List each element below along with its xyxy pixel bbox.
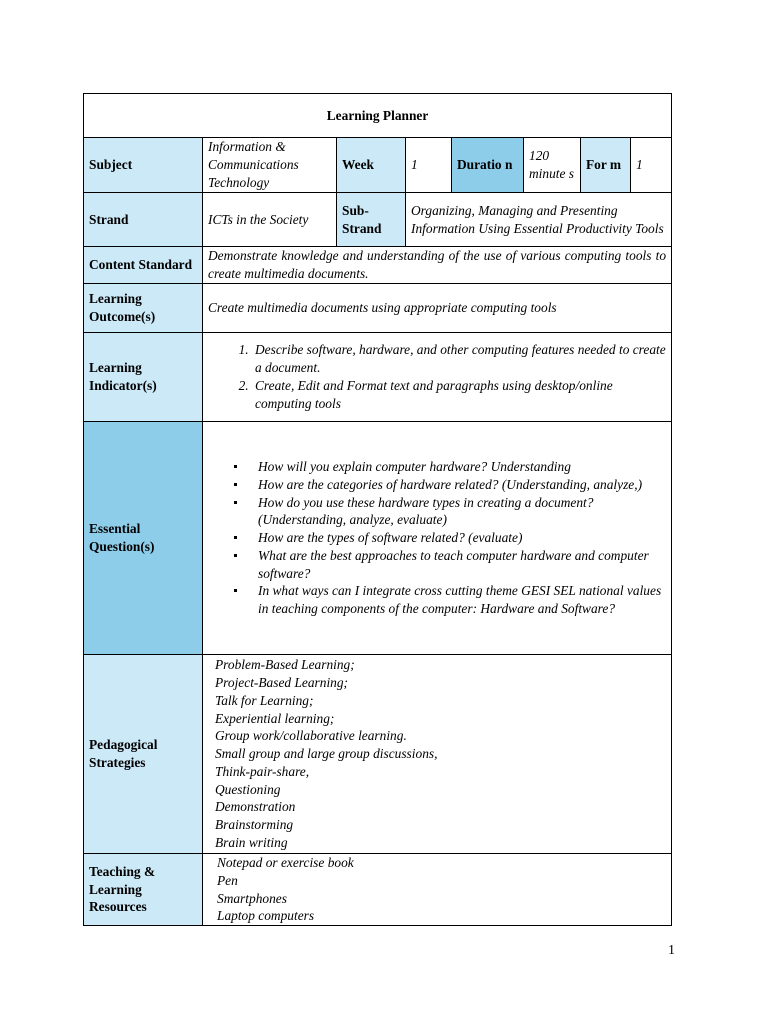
list-item: In what ways can I integrate cross cutting theme GESI SEL national values in teaching components of the computer: Hardware and Software? [252,582,666,618]
strand-row [84,193,672,247]
list-item: Demonstration [215,799,296,815]
strand-label: Strand [84,193,203,247]
duration-value: 120 minute s [524,138,581,193]
subject-label: Subject [84,138,203,193]
list-item: Laptop computers [217,908,315,924]
learning-outcome-value: Create multimedia documents using appropriate computing tools [203,284,672,333]
essential-questions-label: Essential Question(s) [84,422,203,655]
form-label: For m [581,138,631,193]
list-item: Pen [217,872,238,888]
list-item: 1. Describe software, hardware, and other computing features needed to create a document. [252,341,666,377]
list-item: Smartphones [217,890,287,906]
content-standard-value: Demonstrate knowledge and understanding of the use of various computing tools to create multimedia documents. [203,247,672,284]
planner-title: Learning Planner [84,94,672,138]
content-standard-row [84,247,672,284]
learning-indicators-label: Learning Indicator(s) [84,333,203,422]
list-item: Brain writing [215,835,288,851]
list-item: What are the best approaches to teach computer hardware and computer software? [252,547,666,583]
list-item: Brainstorming [215,817,294,833]
form-value: 1 [631,138,672,193]
pedagogical-strategies-row [84,655,672,854]
strand-value: ICTs in the Society [203,193,337,247]
list-item: Talk for Learning; [215,692,314,708]
learning-outcome-row [84,284,672,333]
list-item: Project-Based Learning; [215,674,349,690]
week-value: 1 [406,138,452,193]
list-item: Think-pair-share, [215,763,310,779]
list-item: How do you use these hardware types in creating a document? (Understanding, analyze, evaluate) [252,494,666,530]
title-row [84,94,672,138]
sub-strand-value: Organizing, Managing and Presenting Information Using Essential Productivity Tools [406,193,672,247]
page-number: 1 [668,943,675,958]
pedagogical-strategies-label: Pedagogical Strategies [84,655,203,854]
list-item: Notepad or exercise book [217,855,354,870]
list-item: How are the types of software related? (evaluate) [252,529,666,547]
list-item: How are the categories of hardware related? (Understanding, analyze,) [252,476,666,494]
subject-row [84,138,672,193]
learning-planner-table [83,93,672,926]
essential-questions-list [208,458,666,618]
subject-value: Information & Communications Technology [203,138,337,193]
list-item: Group work/collaborative learning. [215,728,407,744]
list-item: 2. Create, Edit and Format text and paragraphs using desktop/online computing tools [252,377,666,413]
list-item: How will you explain computer hardware? Understanding [252,458,666,476]
content-standard-label: Content Standard [84,247,203,284]
week-label: Week [337,138,406,193]
resources-row [84,854,672,926]
list-item: Small group and large group discussions, [215,746,438,762]
pedagogical-strategies-cell [203,655,672,854]
list-item: Problem-Based Learning; [215,657,355,673]
essential-questions-row [84,422,672,655]
list-item: Questioning [215,781,281,797]
learning-indicators-row [84,333,672,422]
sub-strand-label: Sub-Strand [337,193,406,247]
resources-cell [203,854,672,926]
learning-indicators-list [208,341,666,412]
essential-questions-cell [203,422,672,655]
resources-label: Teaching & Learning Resources [84,854,203,926]
list-item: Experiential learning; [215,710,335,726]
learning-indicators-cell [203,333,672,422]
learning-outcome-label: Learning Outcome(s) [84,284,203,333]
duration-label: Duratio n [452,138,524,193]
